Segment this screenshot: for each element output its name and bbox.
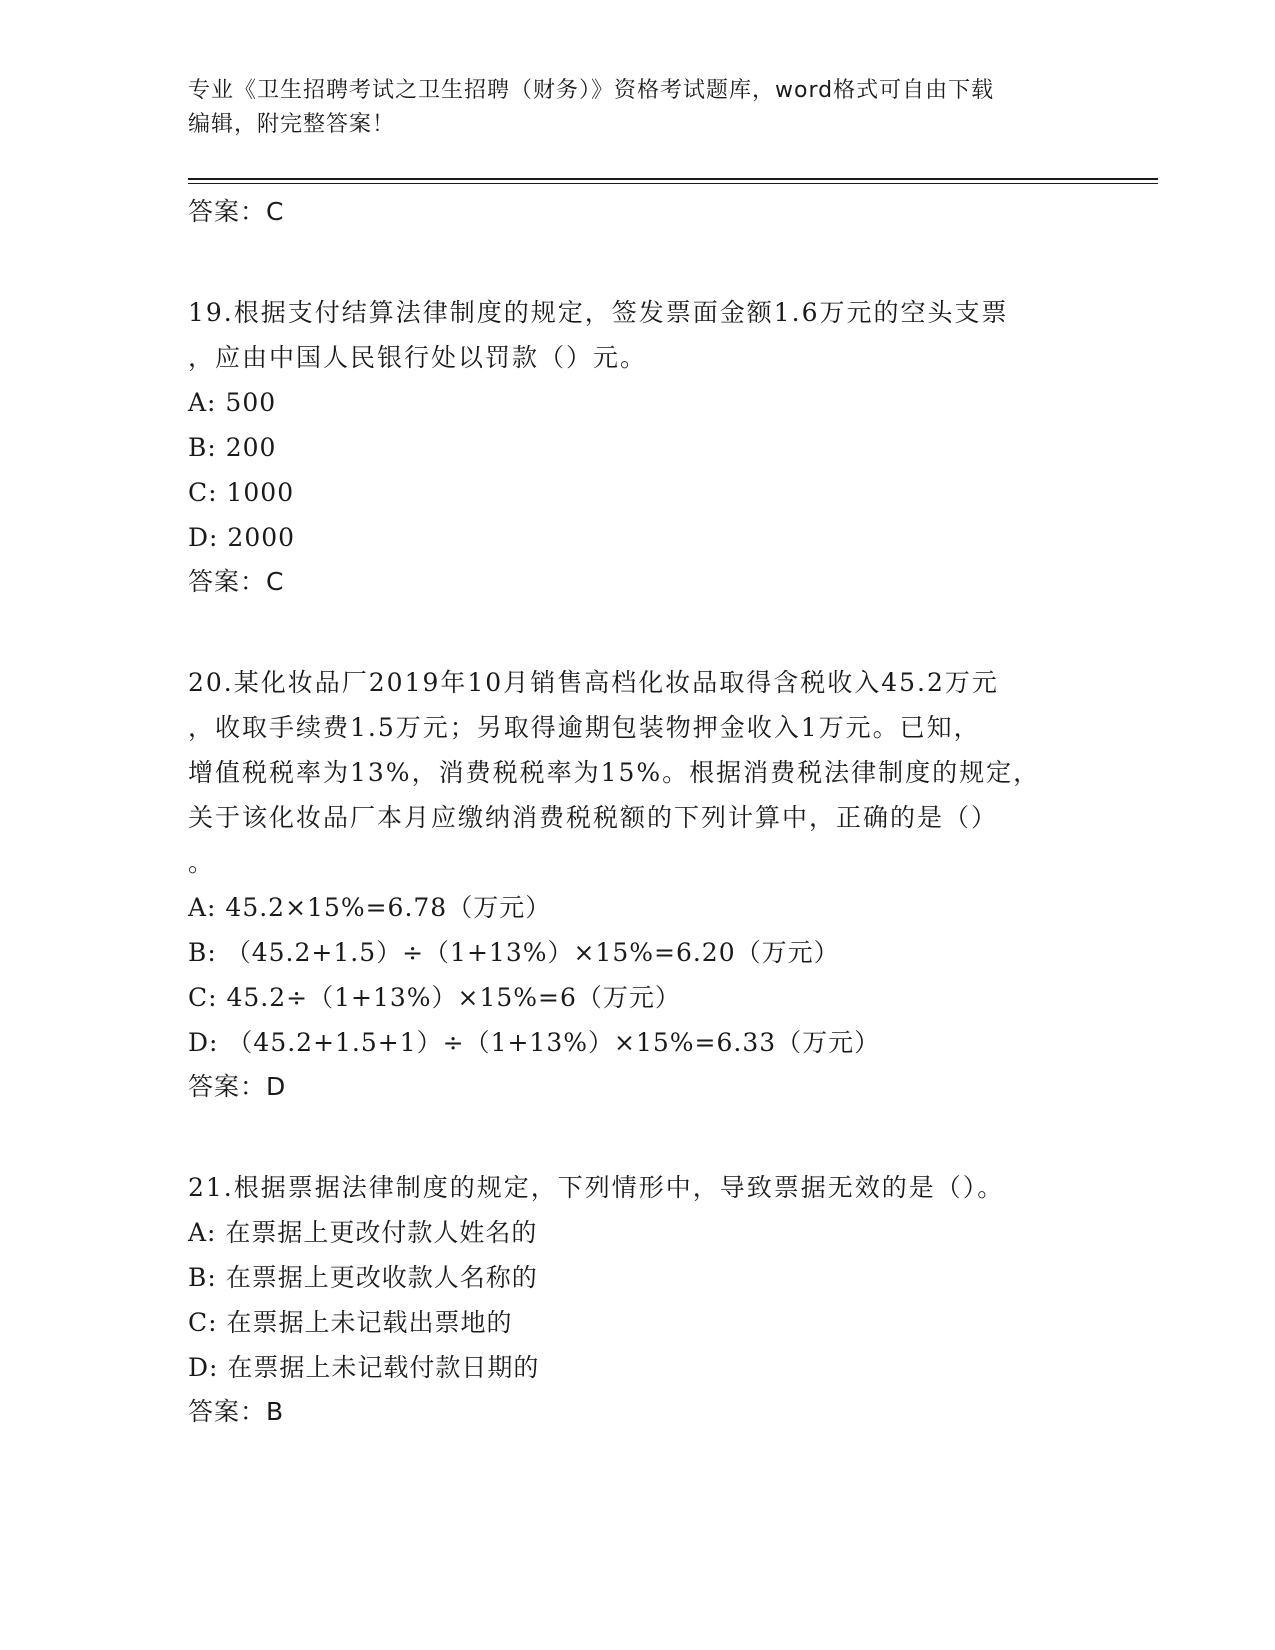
answer-line: 答案：D — [188, 1072, 287, 1101]
document-header — [188, 74, 1088, 142]
header-rule-thin — [188, 183, 1158, 184]
question-text — [188, 660, 1088, 885]
option-b: B: 在票据上更改收款人名称的 — [188, 1263, 538, 1292]
question-text — [188, 1165, 1088, 1210]
option-a: A: 45.2×15%=6.78（万元） — [188, 893, 552, 922]
question-line: ，应由中国人民银行处以罚款（）元。 — [188, 343, 648, 372]
question-item-20 — [188, 660, 1088, 1109]
option-d: D: 2000 — [188, 523, 296, 552]
option-b: B: 200 — [188, 433, 277, 462]
question-line: 21.根据票据法律制度的规定，下列情形中，导致票据无效的是（）。 — [188, 1173, 1005, 1202]
question-item-21 — [188, 1165, 1088, 1434]
option-d: D: 在票据上未记载付款日期的 — [188, 1353, 540, 1382]
question-item-19 — [188, 290, 1088, 604]
question-list — [188, 190, 1088, 1434]
header-line-2: 编辑，附完整答案！ — [188, 112, 396, 137]
option-c: C: 在票据上未记载出票地的 — [188, 1308, 513, 1337]
question-line: 。 — [188, 848, 216, 877]
option-c: C: 1000 — [188, 478, 295, 507]
option-b: B: （45.2+1.5）÷（1+13%）×15%=6.20（万元） — [188, 938, 840, 967]
question-line: ，收取手续费1.5万元；另取得逾期包装物押金收入1万元。已知， — [188, 713, 981, 742]
option-a: A: 在票据上更改付款人姓名的 — [188, 1218, 538, 1247]
header-rule-thick — [188, 178, 1158, 180]
question-line: 增值税税率为13%，消费税税率为15%。根据消费税法律制度的规定， — [188, 758, 1041, 787]
option-d: D: （45.2+1.5+1）÷（1+13%）×15%=6.33（万元） — [188, 1028, 881, 1057]
question-line: 19.根据支付结算法律制度的规定，签发票面金额1.6万元的空头支票 — [188, 298, 1009, 327]
answer-line: 答案：C — [188, 567, 285, 596]
answer-line: 答案：B — [188, 1397, 285, 1426]
question-line: 20.某化妆品厂2019年10月销售高档化妆品取得含税收入45.2万元 — [188, 668, 999, 697]
option-c: C: 45.2÷（1+13%）×15%=6（万元） — [188, 983, 681, 1012]
option-a: A: 500 — [188, 388, 277, 417]
header-line-1: 专业《卫生招聘考试之卫生招聘（财务）》资格考试题库，word格式可自由下载 — [188, 78, 995, 103]
answer-line-previous: 答案：C — [188, 197, 285, 226]
question-line: 关于该化妆品厂本月应缴纳消费税税额的下列计算中，正确的是（） — [188, 803, 999, 832]
question-text — [188, 290, 1088, 380]
